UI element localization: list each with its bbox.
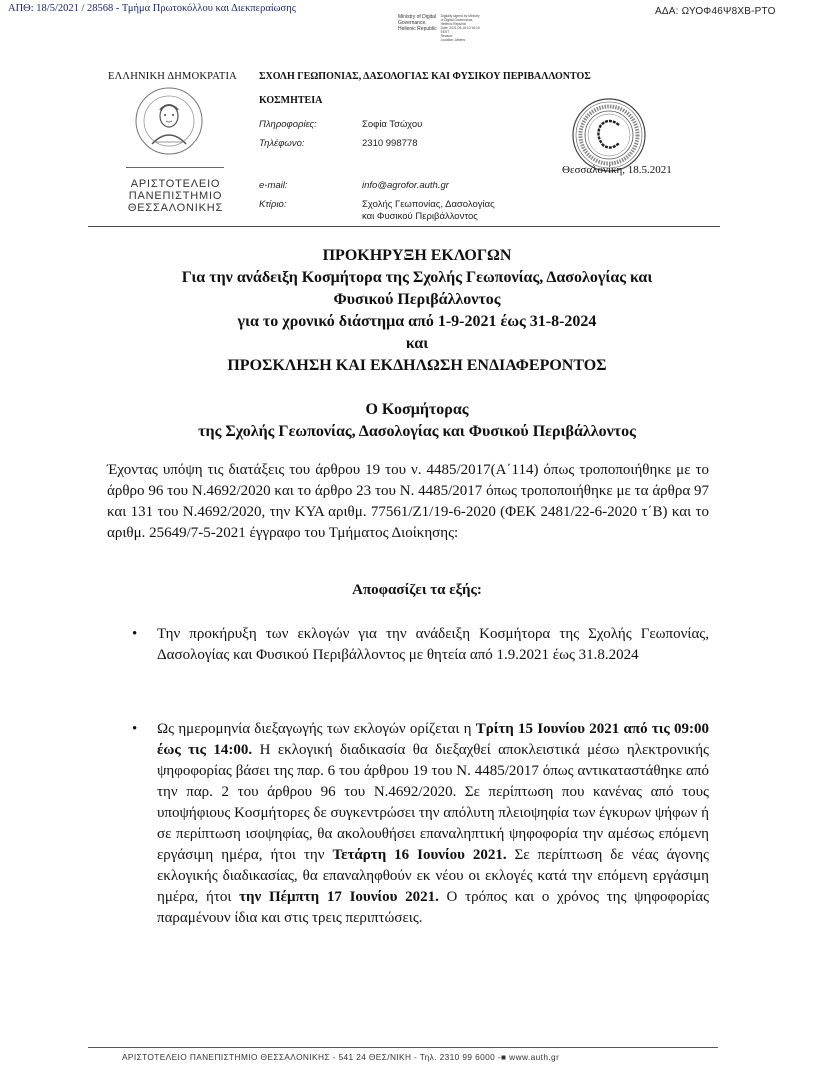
page-footer: ΑΡΙΣΤΟΤΕΛΕΙΟ ΠΑΝΕΠΙΣΤΗΜΙΟ ΘΕΣΣΑΛΟΝΙΚΗΣ - 541 24 ΘΕΣ/ΝΙΚΗ - Τηλ. 2310 99 6000 -■ www.auth.gr — [122, 1052, 560, 1062]
official-seal-icon — [571, 97, 647, 173]
decision-heading: Αποφασίζει τα εξής: — [352, 582, 482, 598]
bullet-icon: • — [132, 626, 138, 642]
list-item-text: Ως ημερομηνία διεξαγωγής των εκλογών ορίζεται η Τρίτη 15 Ιουνίου 2021 από τις 09:00 έως τις 14:00. Η εκλογική διαδικασία θα διεξαχθεί αποκλειστικά μέσω ηλεκτρονικής ψηφοφορίας βάσει της παρ. 6 του άρθρου 19 του Ν. 4485/2017 όπως αντικαταστάθηκε από την παρ. 2 του άρθρου 96 του Ν.4692/2020. Σε περίπτωση που κανένας από τους υποψήφιους Κοσμήτορες δε συγκεντρώσει την απόλυτη πλειοψηφία των έγκυρων ψήφων ή σε περίπτωση ισοψηφίας, θα ακολουθήσει επαναληπτική ψηφοφορία την αμέσως επόμενη εργάσιμη ημέρα, ήτοι την Τετάρτη 16 Ιουνίου 2021. Σε περίπτωση δε νέας άγονης εκλογικής διαδικασίας, θα επαναληφθούν εκ νέου οι εκλογές κατά την επόμενη εργάσιμη ημέρα, ήτοι την Πέμπτη 17 Ιουνίου 2021. Ο τρόπος και ο χρόνος της ψηφοφορίας παραμένουν ίδια και στις τρεις περιπτώσεις. — [157, 721, 710, 926]
contact-value-building: Σχολής Γεωπονίας, Δασολογίας και Φυσικού Περιβάλλοντος — [362, 199, 495, 222]
place-date: Θεσσαλονίκη, 18.5.2021 — [562, 164, 672, 176]
list-item — [107, 624, 709, 666]
protocol-stamp: ΑΠΘ: 18/5/2021 / 28568 - Τμήμα Πρωτοκόλλου και Διεκπεραίωσης — [8, 3, 296, 14]
repeat-election-date: Τετάρτη 16 Ιουνίου 2021. — [332, 847, 507, 863]
contact-value-phone: 2310 998778 — [362, 138, 418, 149]
bullet-icon: • — [132, 721, 138, 737]
contact-label-phone: Τηλέφωνο: — [259, 138, 305, 149]
second-repeat-election-date: την Πέμπτη 17 Ιουνίου 2021. — [239, 889, 439, 905]
school-name: ΣΧΟΛΗ ΓΕΩΠΟΝΙΑΣ, ΔΑΣΟΛΟΓΙΑΣ ΚΑΙ ΦΥΣΙΚΟΥ ΠΕΡΙΒΑΛΛΟΝΤΟΣ — [259, 71, 591, 82]
university-emblem-icon — [134, 86, 204, 156]
contact-label-building: Κτίριο: — [259, 199, 287, 210]
header-divider — [88, 226, 720, 227]
emblem-divider — [126, 167, 224, 168]
issuer-heading: Ο Κοσμήτορας της Σχολής Γεωπονίας, Δασολογίας και Φυσικού Περιβάλλοντος — [198, 401, 636, 440]
signature-details: Digitally signed by Ministry of Digital Governance, Hellenic Republic Date: 2021.05.18 10:16:16 EEST Reason: Location: Athens — [440, 14, 480, 42]
signature-signer: Ministry of Digital Governance, Hellenic Republic — [398, 14, 437, 32]
list-item-text: Την προκήρυξη των εκλογών για την ανάδειξη Κοσμήτορα της Σχολής Γεωπονίας, Δασολογίας και Φυσικού Περιβάλλοντος με θητεία από 1.9.2021 έως 31.8.2024 — [157, 626, 709, 663]
list-item — [107, 719, 709, 929]
office-name: ΚΟΣΜΗΤΕΙΑ — [259, 95, 323, 106]
republic-label: ΕΛΛΗΝΙΚΗ ΔΗΜΟΚΡΑΤΙΑ — [108, 71, 237, 82]
contact-label-email: e-mail: — [259, 180, 288, 191]
preamble-paragraph: Έχοντας υπόψη τις διατάξεις του άρθρου 19 του ν. 4485/2017(Α΄114) όπως τροποποιήθηκε με το άρθρο 96 του Ν.4692/2020 και το άρθρο 23 του Ν. 4485/2017 όπως τροποποιήθηκε με τα άρθρα 97 και 131 του Ν.4692/2020, την ΚΥΑ αριθμ. 77561/Ζ1/19-6-2020 (ΦΕΚ 2481/22-6-2020 τ΄Β) και το αριθμ. 25649/7-5-2021 έγγραφο του Τμήματος Διοίκησης: — [107, 462, 709, 541]
document-title: ΠΡΟΚΗΡΥΞΗ ΕΚΛΟΓΩΝ Για την ανάδειξη Κοσμήτορα της Σχολής Γεωπονίας, Δασολογίας και Φυσικού Περιβάλλοντος για το χρονικό διάστημα από 1-9-2021 έως 31-8-2024 και ΠΡΟΣΚΛΗΣΗ ΚΑΙ ΕΚΔΗΛΩΣΗ ΕΝΔΙΑΦΕΡΟΝΤΟΣ — [181, 247, 653, 374]
contact-label-info: Πληροφορίες: — [259, 119, 317, 130]
contact-value-email[interactable]: info@agrofor.auth.gr — [362, 180, 449, 191]
footer-divider — [88, 1047, 718, 1048]
contact-value-info: Σοφία Τσώχου — [362, 119, 423, 130]
digital-signature — [398, 14, 481, 42]
university-name: ΑΡΙΣΤΟΤΕΛΕΙΟ ΠΑΝΕΠΙΣΤΗΜΙΟ ΘΕΣΣΑΛΟΝΙΚΗΣ — [127, 178, 224, 214]
ada-code: ΑΔΑ: ΩΥΟΦ46Ψ8ΧΒ-ΡΤΟ — [655, 6, 776, 17]
election-date: Τρίτη 15 Ιουνίου 2021 από τις 09:00 έως τις 14:00. — [157, 721, 709, 758]
